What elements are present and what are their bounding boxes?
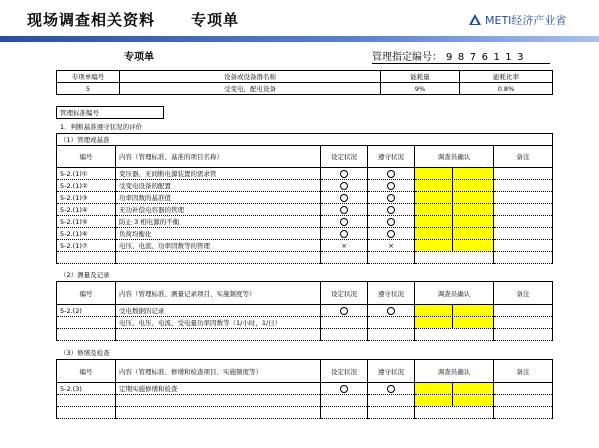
col-header: 编号 xyxy=(57,360,116,383)
table-row xyxy=(57,228,553,240)
remark-cell[interactable] xyxy=(494,228,553,240)
setting-status xyxy=(321,228,368,240)
row-content: 电压、电流、功率因数等的管理 xyxy=(116,240,321,252)
circle-mark xyxy=(340,230,348,238)
std-table xyxy=(56,106,553,119)
col-header: 调查员确认 xyxy=(415,360,494,383)
table-row xyxy=(57,216,553,228)
table-row xyxy=(57,329,553,341)
circle-mark xyxy=(340,218,348,226)
sheet-title: 专项单 xyxy=(124,52,154,63)
table-row xyxy=(57,305,553,317)
circle-mark xyxy=(387,194,395,202)
comply-status xyxy=(368,192,415,204)
row-number: 5-2.(1)① xyxy=(57,168,116,180)
inspector-check-cell[interactable] xyxy=(415,317,494,329)
comply-status xyxy=(368,228,415,240)
circle-mark xyxy=(387,182,395,190)
remark-cell[interactable] xyxy=(494,192,553,204)
equip-header: 能耗比率 xyxy=(460,71,553,83)
setting-status xyxy=(321,240,368,252)
circle-mark xyxy=(340,307,348,315)
remark-cell[interactable] xyxy=(494,168,553,180)
inspector-check-cell[interactable] xyxy=(415,240,494,252)
inspector-check-cell[interactable] xyxy=(415,204,494,216)
meti-logo xyxy=(468,12,566,28)
circle-mark xyxy=(387,206,395,214)
setting-status xyxy=(321,192,368,204)
col-header: 备注 xyxy=(494,146,553,168)
setting-status xyxy=(321,204,368,216)
row-number: 5-2.(1)⑥ xyxy=(57,228,116,240)
table-1 xyxy=(56,133,553,264)
row-content: 变压器、无间断电源装置的需求管 xyxy=(116,168,321,180)
table-row xyxy=(57,192,553,204)
col-header: 内容（管理标准、基准的项目名称） xyxy=(116,146,321,168)
col-header: 遵守状况 xyxy=(368,360,415,383)
setting-status xyxy=(321,395,368,407)
inspector-check-cell[interactable] xyxy=(415,192,494,204)
remark-cell[interactable] xyxy=(494,305,553,317)
cross-mark: × xyxy=(388,241,394,250)
std-label: 管理标准编号 xyxy=(57,107,164,119)
setting-status xyxy=(321,383,368,395)
row-number: 5-2.(1)③ xyxy=(57,192,116,204)
remark-cell[interactable] xyxy=(494,204,553,216)
col-header: 备注 xyxy=(494,282,553,305)
row-number: 5-2.(3) xyxy=(57,383,116,395)
circle-mark xyxy=(387,170,395,178)
header xyxy=(0,0,599,44)
equip-cell: 9% xyxy=(381,83,460,95)
comply-status xyxy=(368,305,415,317)
setting-status xyxy=(321,305,368,317)
col-header: 备注 xyxy=(494,360,553,383)
col-header: 编号 xyxy=(57,146,116,168)
circle-mark xyxy=(387,218,395,226)
inspector-check-cell[interactable] xyxy=(415,216,494,228)
subsection-title: （1）管理或基准 xyxy=(57,134,553,146)
col-header: 设定状况 xyxy=(321,146,368,168)
remark-cell[interactable] xyxy=(494,383,553,395)
comply-status xyxy=(368,168,415,180)
row-number xyxy=(57,317,116,329)
col-header: 调查员确认 xyxy=(415,146,494,168)
table-row xyxy=(57,395,553,407)
table-2 xyxy=(56,281,553,341)
col-header: 设定状况 xyxy=(321,360,368,383)
row-number: 5-2.(2) xyxy=(57,305,116,317)
table-3 xyxy=(56,359,553,419)
equip-header: 能耗量 xyxy=(381,71,460,83)
row-number xyxy=(57,395,116,407)
table-row xyxy=(57,407,553,419)
col-header: 设定状况 xyxy=(321,282,368,305)
mgmt-number: 管理指定编号： 9876113 xyxy=(372,48,550,64)
remark-cell[interactable] xyxy=(494,180,553,192)
row-content: 防止 3 相电源的不衡 xyxy=(116,216,321,228)
table-row xyxy=(57,240,553,252)
inspector-check-cell[interactable] xyxy=(415,395,494,407)
row-number: 5-2.(1)⑦ xyxy=(57,240,116,252)
remark-cell[interactable] xyxy=(494,395,553,407)
equip-cell: 5 xyxy=(57,83,120,95)
row-content: 功率因数的基准值 xyxy=(116,192,321,204)
row-number: 5-2.(1)④ xyxy=(57,204,116,216)
col-header: 内容（管理标准、测量记录项目、实施频度等） xyxy=(116,282,321,305)
circle-mark xyxy=(340,182,348,190)
table-row xyxy=(57,383,553,395)
section-title: 1．判断基准遵守状况的评价 xyxy=(60,123,143,131)
comply-status xyxy=(368,383,415,395)
inspector-check-cell[interactable] xyxy=(415,168,494,180)
row-number: 5-2.(1)⑤ xyxy=(57,216,116,228)
row-content: 无功补偿电容器的管理 xyxy=(116,204,321,216)
inspector-check-cell[interactable] xyxy=(415,180,494,192)
table-row xyxy=(57,317,553,329)
inspector-check-cell[interactable] xyxy=(415,228,494,240)
table-row xyxy=(57,168,553,180)
header-bar xyxy=(0,36,599,42)
circle-mark xyxy=(340,206,348,214)
circle-mark xyxy=(387,385,395,393)
row-content: 受电数据的记录 xyxy=(116,305,321,317)
row-content: 电压、电压、电流、受电量功率因数等（1/小时，1/日） xyxy=(116,317,321,329)
remark-cell[interactable] xyxy=(494,240,553,252)
equip-cell: 受变电，配电设备 xyxy=(120,83,381,95)
row-content: 受变电设备的配置 xyxy=(116,180,321,192)
comply-status xyxy=(368,204,415,216)
comply-status xyxy=(368,240,415,252)
col-header: 编号 xyxy=(57,282,116,305)
equipment-table xyxy=(56,70,553,95)
equip-cell: 0.8% xyxy=(460,83,553,95)
page-title: 现场调查相关资料 专项单 xyxy=(27,11,240,29)
circle-mark xyxy=(340,170,348,178)
subsection-title: （3）修缮及检查 xyxy=(60,349,110,357)
equip-header: 专项单编号 xyxy=(57,71,120,83)
inspector-check-cell[interactable] xyxy=(415,305,494,317)
subsection-title: （2）测量及记录 xyxy=(60,271,110,279)
cross-mark: × xyxy=(341,241,347,250)
col-header: 遵守状况 xyxy=(368,282,415,305)
table-row xyxy=(57,180,553,192)
row-content xyxy=(116,395,321,407)
comply-status xyxy=(368,395,415,407)
setting-status xyxy=(321,180,368,192)
col-header: 遵守状况 xyxy=(368,146,415,168)
comply-status xyxy=(368,216,415,228)
comply-status xyxy=(368,317,415,329)
logo-text: METI经济产业省 xyxy=(485,14,567,27)
table-row xyxy=(57,204,553,216)
page-subtitle: 专项单 xyxy=(191,11,240,29)
inspector-check-cell[interactable] xyxy=(415,383,494,395)
circle-mark xyxy=(340,385,348,393)
setting-status xyxy=(321,168,368,180)
col-header: 内容（管理标准、修缮和检查项目、实施频度等） xyxy=(116,360,321,383)
setting-status xyxy=(321,216,368,228)
remark-cell[interactable] xyxy=(494,216,553,228)
circle-mark xyxy=(387,230,395,238)
circle-mark xyxy=(387,307,395,315)
circle-mark xyxy=(340,194,348,202)
row-number: 5-2.(1)② xyxy=(57,180,116,192)
setting-status xyxy=(321,317,368,329)
equip-header: 设备或设备群名称 xyxy=(120,71,381,83)
comply-status xyxy=(368,180,415,192)
row-content: 定期实施修缮和检查 xyxy=(116,383,321,395)
col-header: 调查员确认 xyxy=(415,282,494,305)
remark-cell[interactable] xyxy=(494,317,553,329)
meti-logo-icon xyxy=(468,13,482,27)
table-row xyxy=(57,252,553,264)
row-content: 负荷均衡化 xyxy=(116,228,321,240)
